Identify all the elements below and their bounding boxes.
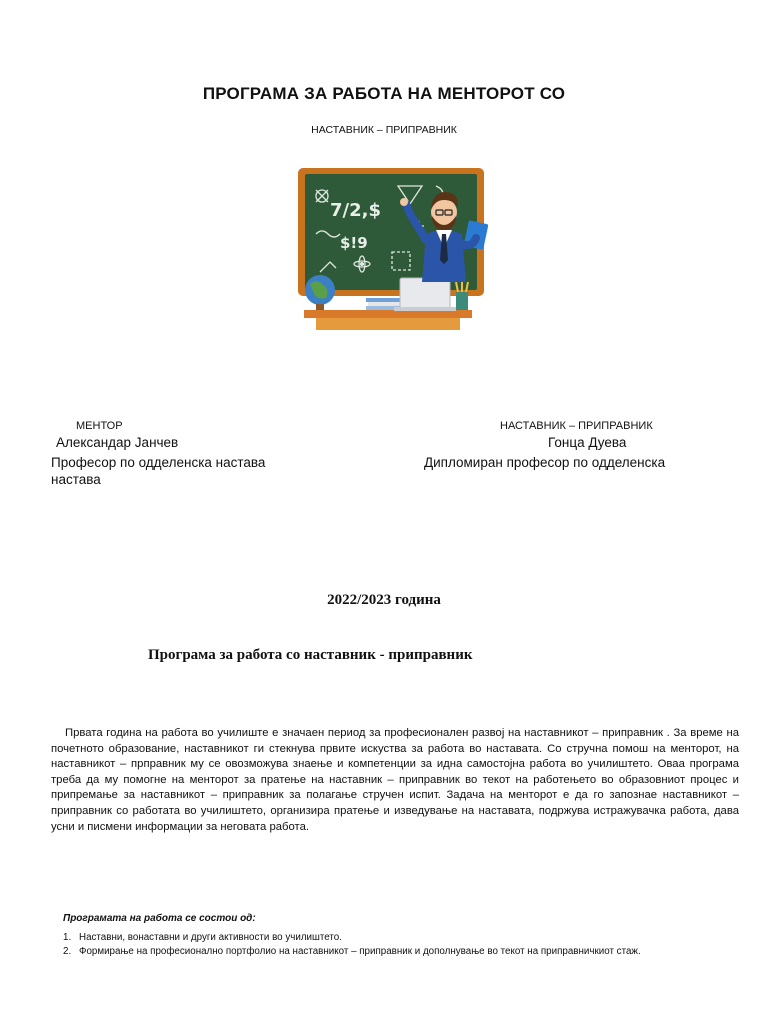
desk-shelf: [304, 310, 472, 318]
program-list: [63, 931, 743, 959]
list-item: [63, 931, 743, 945]
teacher-illustration: [296, 164, 500, 334]
list-item-text: Наставни, вонаставни и други активности во училиштето.: [79, 932, 342, 943]
board-formula-2: $!9: [340, 234, 368, 252]
mentor-name: Александар Јанчев: [56, 435, 179, 450]
mentor-role-label: МЕНТОР: [76, 420, 123, 432]
laptop-icon: [400, 278, 450, 308]
intern-title: Дипломиран професор по одделенска: [424, 455, 666, 470]
intro-paragraph: Првата година на работа во училиште е значаен период за професионален развој на наставникот – приправник . За време на почетното образование, наставникот ги стекнува првите искуства за работа во наставата. Со стручна помош на менторот, на наставникот – прправник му се овозможува знаење и компетенции за идна самостојна работа во училиштето. Оваа програма треба да му помогне на менторот за пратење на наставник – приправник во текот на работењето во образовниот процес и припремање за наставникот – приправник за полагање стручен испит. Задача на менторот е да го запознае наставникот – приправник со работата во училиштето, организира пратење и изведување на наставата, подржува истражувачка работа, дава усни и писмени информации за неговата работа.: [51, 727, 739, 833]
document-title: ПРОГРАМА ЗА РАБОТА НА МЕНТОРОТ СО: [202, 84, 566, 103]
pencil-cup-icon: [456, 292, 468, 310]
mentor-title: Професор по одделенска настава: [51, 455, 266, 470]
board-formula-1: 7/2,$: [330, 200, 381, 221]
list-item: [63, 945, 743, 959]
intern-name: Гонца Дуева: [548, 435, 627, 450]
intern-role-label: НАСТАВНИК – ПРИПРАВНИК: [500, 420, 653, 432]
list-item-number: 2.: [63, 946, 72, 957]
mentor-title-continuation: настава: [51, 472, 101, 487]
list-item-number: 1.: [63, 932, 72, 943]
program-heading: Програма за работа со наставник - приправник: [148, 647, 473, 663]
desk-front: [316, 318, 460, 330]
list-item-text: Формирање на професионално портфолио на наставникот – приправник и дополнување во текот на приправничкиот стаж.: [79, 946, 641, 957]
document-subtitle: НАСТАВНИК – ПРИПРАВНИК: [311, 124, 457, 136]
list-heading: Програмата на работа се состои од:: [63, 913, 256, 924]
school-year: 2022/2023 година: [327, 592, 441, 608]
